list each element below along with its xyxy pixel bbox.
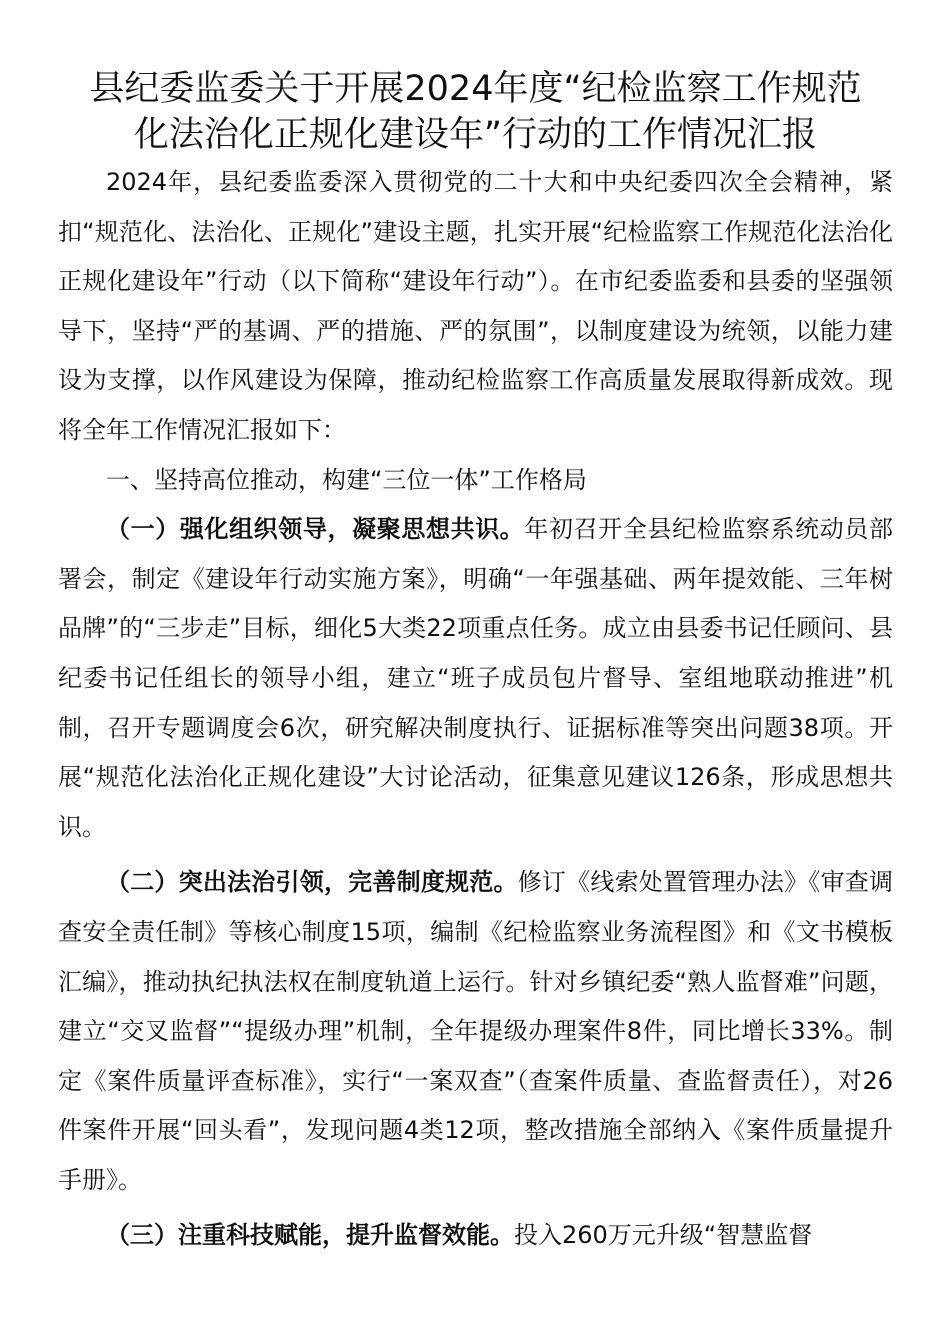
subsection-2-title: （二）突出法治引领，完善制度规范。: [106, 868, 518, 897]
subsection-3-text: 投入260万元升级“智慧监督: [514, 1221, 813, 1250]
intro-paragraph: 2024年，县纪委监委深入贯彻党的二十大和中央纪委四次全会精神，紧扣“规范化、法治化、正规化”建设主题，扎实开展“纪检监察工作规范化法治化正规化建设年”行动（以下简称“建设年行动”）。在市纪委监委和县委的坚强领导下，坚持“严的基调、严的措施、严的氛围”，以制度建设为统领，以能力建设为支撑，以作风建设为保障，推动纪检监察工作高质量发展取得新成效。现将全年工作情况汇报如下：: [58, 168, 893, 444]
subsection-1-text: 年初召开全县纪检监察系统动员部署会，制定《建设年行动实施方案》，明确“一年强基础、两年提效能、三年树品牌”的“三步走”目标，细化5大类22项重点任务。成立由县委书记任顾问、县纪委书记任组长的领导小组，建立“班子成员包片督导、室组地联动推进”机制，召开专题调度会6次，研究解决制度执行、证据标准等突出问题38项。开展“规范化法治化正规化建设”大讨论活动，征集意见建议126条，形成思想共识。: [58, 515, 894, 841]
document-title: [58, 66, 893, 158]
subsection-3-title: （三）注重科技赋能，提升监督效能。: [106, 1221, 514, 1250]
subsection-2-text: 修订《线索处置管理办法》《审查调查安全责任制》等核心制度15项，编制《纪检监察业务流程图》和《文书模板汇编》，推动执纪执法权在制度轨道上运行。针对乡镇纪委“熟人监督难”问题，建立“交叉监督”“提级办理”机制，全年提级办理案件8件，同比增长33%。制定《案件质量评查标准》，实行“一案双查”（查案件质量、查监督责任），对26件案件开展“回头看”，发现问题4类12项，整改措施全部纳入《案件质量提升手册》。: [58, 868, 893, 1194]
subsection-1-paragraph: [58, 505, 893, 852]
subsection-2-paragraph: [58, 858, 893, 1205]
subsection-3-paragraph: [58, 1211, 893, 1261]
document-page: [58, 66, 893, 1261]
subsection-1-title: （一）强化组织领导，凝聚思想共识。: [106, 515, 525, 544]
title-line-1: 县纪委监委关于开展2024年度“纪检监察工作规范: [89, 69, 862, 109]
title-line-2: 化法治化正规化建设年”行动的工作情况汇报: [133, 115, 818, 155]
section-1-heading: 一、坚持高位推动，构建“三位一体”工作格局: [106, 465, 587, 494]
